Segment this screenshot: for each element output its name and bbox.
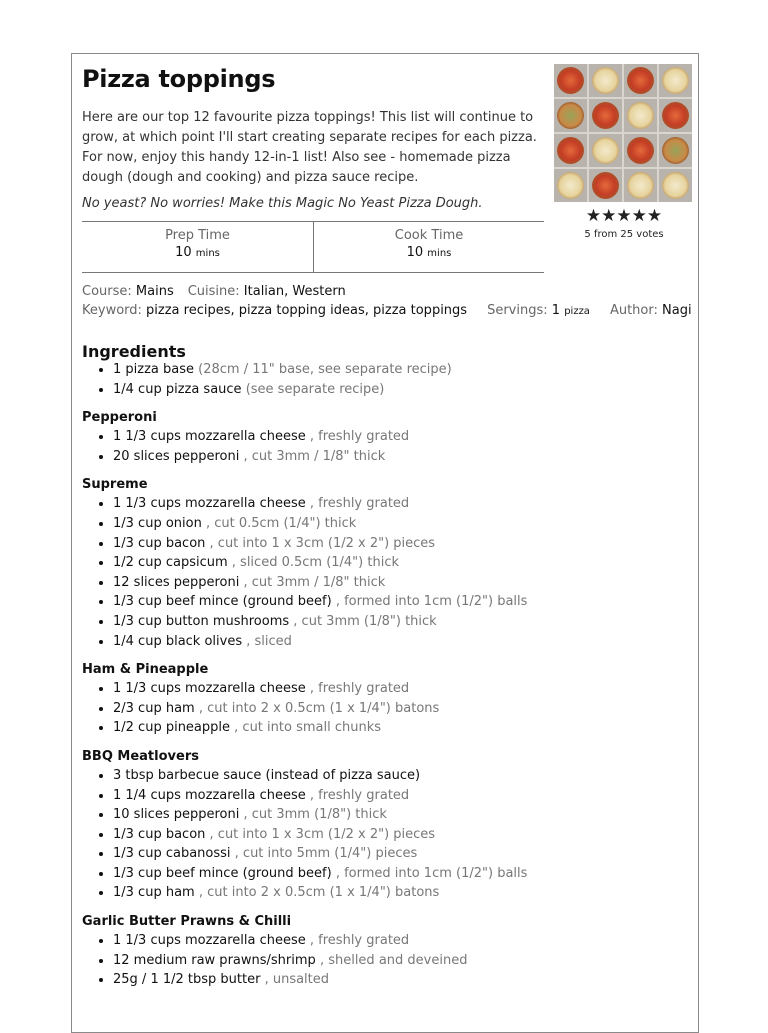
ingredient-group-list <box>82 766 692 903</box>
ingredient-notes: (see separate recipe) <box>245 381 385 397</box>
ingredient-text: 1/3 cup cabanossi <box>113 846 231 862</box>
ingredient-group-title: Supreme <box>82 477 148 493</box>
ingredient-item <box>113 632 692 652</box>
photo-tile <box>624 99 657 132</box>
ingredient-item <box>113 864 692 884</box>
servings-value[interactable]: 1 <box>551 303 561 318</box>
ingredient-notes: , cut into 2 x 0.5cm (1 x 1/4") batons <box>198 885 440 901</box>
photo-tile <box>589 99 622 132</box>
photo-tile <box>589 64 622 97</box>
ingredient-text: 1/3 cup button mushrooms <box>113 613 290 629</box>
ingredient-text: 25g / 1 1/2 tbsp butter <box>113 972 261 988</box>
ingredient-item <box>113 679 692 699</box>
recipe-card <box>71 53 699 1033</box>
ingredient-item <box>113 360 692 380</box>
author-value: Nagi <box>662 303 692 318</box>
servings-unit: pizza <box>564 306 590 317</box>
ingredient-text: 1 1/3 cups mozzarella cheese <box>113 496 306 512</box>
recipe-title: Pizza toppings <box>82 65 276 93</box>
photo-tile <box>659 64 692 97</box>
ingredient-item <box>113 786 692 806</box>
cuisine-label: Cuisine: <box>187 284 240 299</box>
ingredient-text: 1/3 cup onion <box>113 515 202 531</box>
photo-tile <box>624 134 657 167</box>
ingredient-item <box>113 844 692 864</box>
ingredient-notes: , formed into 1cm (1/2") balls <box>335 594 528 610</box>
ingredient-notes: , freshly grated <box>309 429 410 445</box>
prep-time-unit: mins <box>195 248 220 259</box>
ingredient-item <box>113 825 692 845</box>
photo-tile <box>554 169 587 202</box>
ingredient-notes: , shelled and deveined <box>319 952 468 968</box>
course-value: Mains <box>135 284 174 299</box>
ingredient-text: 1/4 cup pizza sauce <box>113 381 242 397</box>
cook-time-unit: mins <box>427 248 452 259</box>
ingredient-notes: , cut into 1 x 3cm (1/2 x 2") pieces <box>209 826 436 842</box>
ingredient-notes: , cut 3mm / 1/8" thick <box>243 448 386 464</box>
ingredient-notes: , unsalted <box>264 972 330 988</box>
ingredient-group-title: Ham & Pineapple <box>82 662 209 678</box>
photo-tile <box>659 169 692 202</box>
ingredient-notes: , freshly grated <box>309 933 410 949</box>
ingredient-text: 10 slices pepperoni <box>113 807 240 823</box>
ingredient-notes: , cut into small chunks <box>234 720 381 736</box>
ingredient-text: 1 1/3 cups mozzarella cheese <box>113 933 306 949</box>
ingredient-text: 1 1/3 cups mozzarella cheese <box>113 681 306 697</box>
ingredient-text: 1 1/3 cups mozzarella cheese <box>113 429 306 445</box>
ingredient-text: 1 1/4 cups mozzarella cheese <box>113 787 306 803</box>
prep-time <box>82 222 313 272</box>
ingredient-notes: , sliced <box>246 633 292 649</box>
ingredient-text: 1/2 cup capsicum <box>113 555 228 571</box>
ingredient-notes: , sliced 0.5cm (1/4") thick <box>231 555 399 571</box>
ingredient-notes: , freshly grated <box>309 496 410 512</box>
ingredient-notes: , formed into 1cm (1/2") balls <box>335 865 528 881</box>
photo-tile <box>624 169 657 202</box>
ingredient-text: 1/3 cup bacon <box>113 535 206 551</box>
ingredient-text: 1/3 cup bacon <box>113 826 206 842</box>
cuisine-value: Italian, Western <box>243 284 346 299</box>
ingredient-text: 1/3 cup beef mince (ground beef) <box>113 594 332 610</box>
ingredient-item <box>113 494 692 514</box>
ingredient-text: 1/4 cup black olives <box>113 633 243 649</box>
ingredient-item <box>113 427 692 447</box>
keyword-value: pizza recipes, pizza topping ideas, pizza toppings <box>146 303 468 318</box>
ingredient-group-list <box>82 679 692 738</box>
ingredient-item <box>113 951 692 971</box>
ingredient-notes: , freshly grated <box>309 681 410 697</box>
ingredient-group-title: Garlic Butter Prawns & Chilli <box>82 914 292 930</box>
ingredient-item <box>113 931 692 951</box>
ingredients-heading: Ingredients <box>82 342 186 361</box>
ingredient-item <box>113 612 692 632</box>
ingredient-notes: , cut into 5mm (1/4") pieces <box>234 846 418 862</box>
photo-tile <box>659 134 692 167</box>
ingredient-notes: , cut 3mm / 1/8" thick <box>243 574 386 590</box>
ingredient-text: 20 slices pepperoni <box>113 448 240 464</box>
ingredients-list <box>82 360 692 990</box>
author-label: Author: <box>609 303 658 318</box>
ingredient-item <box>113 883 692 903</box>
recipe-rating[interactable] <box>564 207 684 240</box>
ingredient-notes: (28cm / 11" base, see separate recipe) <box>198 362 452 377</box>
ingredient-text: 12 slices pepperoni <box>113 574 240 590</box>
keyword-label: Keyword: <box>82 303 142 318</box>
ingredient-text: 2/3 cup ham <box>113 700 195 716</box>
photo-tile <box>554 99 587 132</box>
ingredient-notes: , cut 3mm (1/8") thick <box>243 807 387 823</box>
recipe-photo <box>554 64 692 202</box>
prep-time-label: Prep Time <box>165 228 230 243</box>
ingredient-item <box>113 970 692 990</box>
cook-time-value <box>314 244 544 263</box>
prep-time-number: 10 <box>175 245 192 260</box>
recipe-times <box>82 221 544 273</box>
ingredient-notes: , cut into 2 x 0.5cm (1 x 1/4") batons <box>198 700 440 716</box>
ingredient-group-list <box>82 494 692 651</box>
ingredient-notes: , cut into 1 x 3cm (1/2 x 2") pieces <box>209 535 436 551</box>
ingredient-text: 1/3 cup ham <box>113 885 195 901</box>
recipe-note: No yeast? No worries! Make this Magic No Yeast Pizza Dough. <box>82 196 483 211</box>
ingredient-notes: , cut 3mm (1/8") thick <box>293 613 437 629</box>
cook-time-number: 10 <box>406 245 424 260</box>
ingredient-notes: , cut 0.5cm (1/4") thick <box>205 515 357 531</box>
ingredient-notes: , freshly grated <box>309 787 410 803</box>
ingredient-text: 3 tbsp barbecue sauce (instead of pizza sauce) <box>113 767 421 783</box>
ingredient-item <box>113 592 692 612</box>
ingredient-item <box>113 699 692 719</box>
photo-tile <box>589 134 622 167</box>
cook-time-label: Cook Time <box>394 228 464 243</box>
photo-tile <box>554 134 587 167</box>
ingredient-item <box>113 766 692 786</box>
ingredient-item <box>113 534 692 554</box>
prep-time-value <box>82 244 313 263</box>
ingredient-item <box>113 805 692 825</box>
ingredient-group-list <box>82 427 692 466</box>
course-label: Course: <box>82 284 132 299</box>
meta-row-course <box>82 282 692 301</box>
meta-row-keyword <box>82 301 692 321</box>
photo-tile <box>554 64 587 97</box>
photo-tile <box>659 99 692 132</box>
ingredient-item <box>113 380 692 400</box>
cook-time <box>313 222 544 272</box>
ingredient-group-title: BBQ Meatlovers <box>82 748 199 764</box>
ingredient-text: 12 medium raw prawns/shrimp <box>113 952 316 968</box>
ingredient-text: 1 pizza base <box>113 362 195 377</box>
ingredient-text: 1/2 cup pineapple <box>113 720 231 736</box>
ingredient-item <box>113 573 692 593</box>
ingredient-group-title: Pepperoni <box>82 410 157 426</box>
ingredient-text: 1/3 cup beef mince (ground beef) <box>113 865 332 881</box>
ingredient-item <box>113 553 692 573</box>
ingredient-item <box>113 718 692 738</box>
ingredient-item <box>113 447 692 467</box>
rating-stars-icon[interactable]: ★★★★★ <box>585 206 663 226</box>
recipe-meta <box>82 282 692 321</box>
photo-tile <box>589 169 622 202</box>
ingredient-group-list <box>82 931 692 990</box>
ingredient-group-list <box>82 360 692 399</box>
photo-tile <box>624 64 657 97</box>
ingredient-item <box>113 514 692 534</box>
servings-label: Servings: <box>487 303 548 318</box>
rating-votes: 5 from 25 votes <box>584 229 664 240</box>
recipe-summary: Here are our top 12 favourite pizza toppings! This list will continue to grow, at which point I'll start creating separate recipes for each pizza. For now, enjoy this handy 12-in-1 list! Also see - homemade pizza dough (dough and cooking) and pizza sauce recipe. <box>82 110 537 185</box>
